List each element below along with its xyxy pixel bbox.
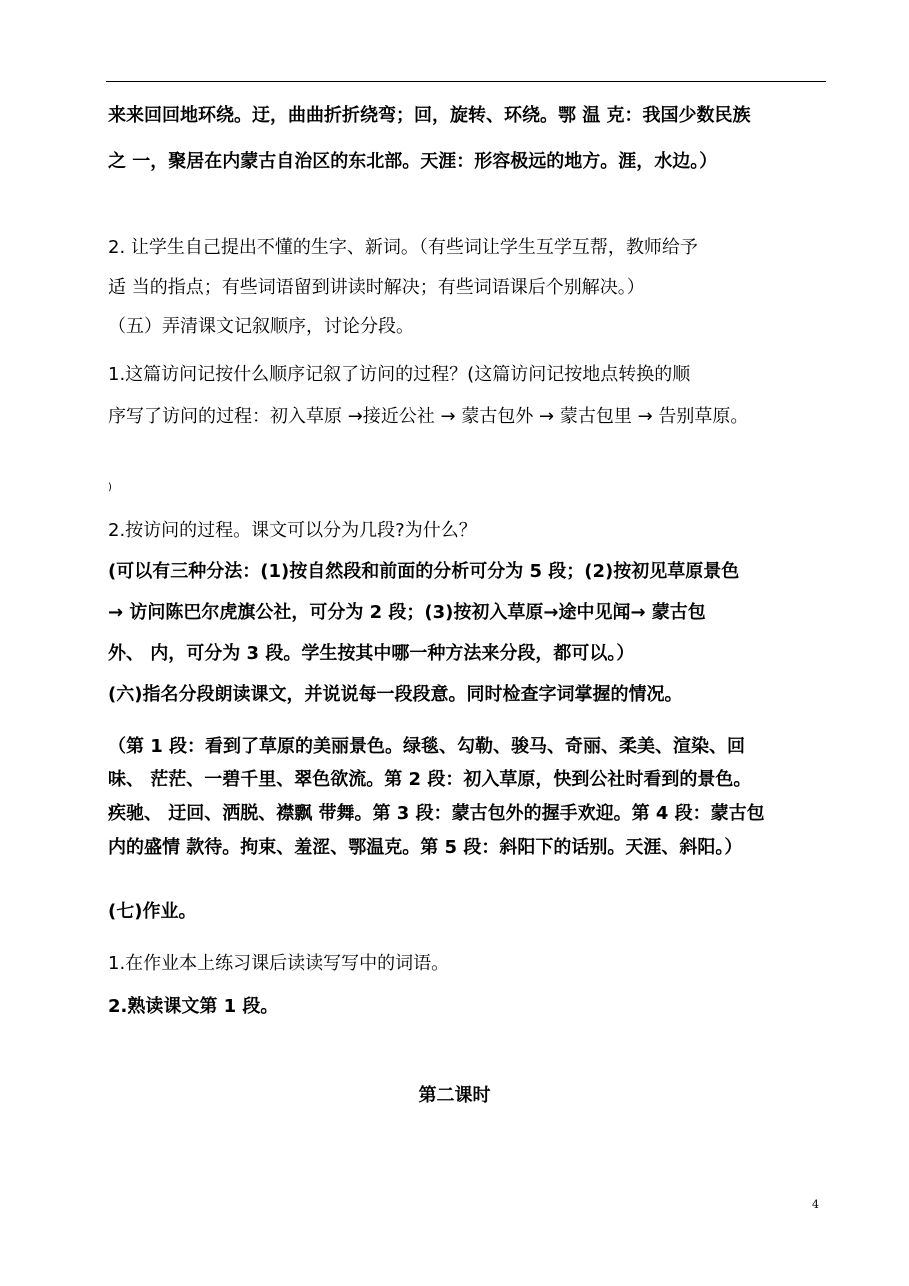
body-line-12: 外、 内，可分为 3 段。学生按其中哪一种方法来分段，都可以。） xyxy=(108,643,635,664)
body-line-10: (可以有三种分法：(1)按自然段和前面的分析可分为 5 段；(2)按初见草原景色 xyxy=(108,561,740,582)
body-line-2: 之 一，聚居在内蒙古自治区的东北部。天涯：形容极远的地方。涯，水边。） xyxy=(108,151,718,172)
section-five-title: （五）弄清课文记叙顺序，讨论分段。 xyxy=(108,316,414,337)
section-six-title: (六)指名分段朗读课文，并说说每一段段意。同时检查字词掌握的情况。 xyxy=(108,684,683,705)
section-seven-title: (七)作业。 xyxy=(108,901,197,922)
body-line-6: 1.这篇访问记按什么顺序记叙了访问的过程？(这篇访问记按地点转换的顺 xyxy=(108,364,691,385)
body-line-17: 内的盛情 款待。拘束、羞涩、鄂温克。第 5 段：斜阳下的话别。天涯、斜阳。） xyxy=(108,837,743,858)
body-line-14: （第 1 段：看到了草原的美丽景色。绿毯、勾勒、骏马、奇丽、柔美、渲染、回 xyxy=(108,736,746,757)
body-line-4: 适 当的指点；有些词语留到讲读时解决；有些词语课后个别解决。） xyxy=(108,277,645,298)
body-line-16: 疾驰、 迂回、洒脱、襟飘 带舞。第 3 段：蒙古包外的握手欢迎。第 4 段：蒙古包 xyxy=(108,803,765,824)
header-rule xyxy=(106,81,826,82)
body-line-11: → 访问陈巴尔虎旗公社，可分为 2 段；(3)按初入草原→途中见闻→ 蒙古包 xyxy=(108,602,706,623)
lesson-heading: 第二课时 xyxy=(418,1085,491,1106)
body-line-9: 2.按访问的过程。课文可以分为几段?为什么？ xyxy=(108,520,477,541)
body-line-15: 味、 茫茫、一碧千里、翠色欲流。第 2 段：初入草原，快到公社时看到的景色。 xyxy=(108,769,752,790)
body-line-1: 来来回回地环绕。迂，曲曲折折绕弯；回，旋转、环绕。鄂 温 克：我国少数民族 xyxy=(108,105,751,126)
homework-item-1: 1.在作业本上练习课后读读写写中的词语。 xyxy=(108,953,450,974)
body-line-3: 2. 让学生自己提出不懂的生字、新词。（有些词让学生互学互帮，教师给予 xyxy=(108,237,698,258)
stray-mark: ) xyxy=(108,482,112,493)
body-line-7: 序写了访问的过程：初入草原 →接近公社 → 蒙古包外 → 蒙古包里 → 告别草原。 xyxy=(108,406,749,427)
homework-item-2: 2.熟读课文第 1 段。 xyxy=(108,996,279,1017)
page-number: 4 xyxy=(812,1198,819,1211)
